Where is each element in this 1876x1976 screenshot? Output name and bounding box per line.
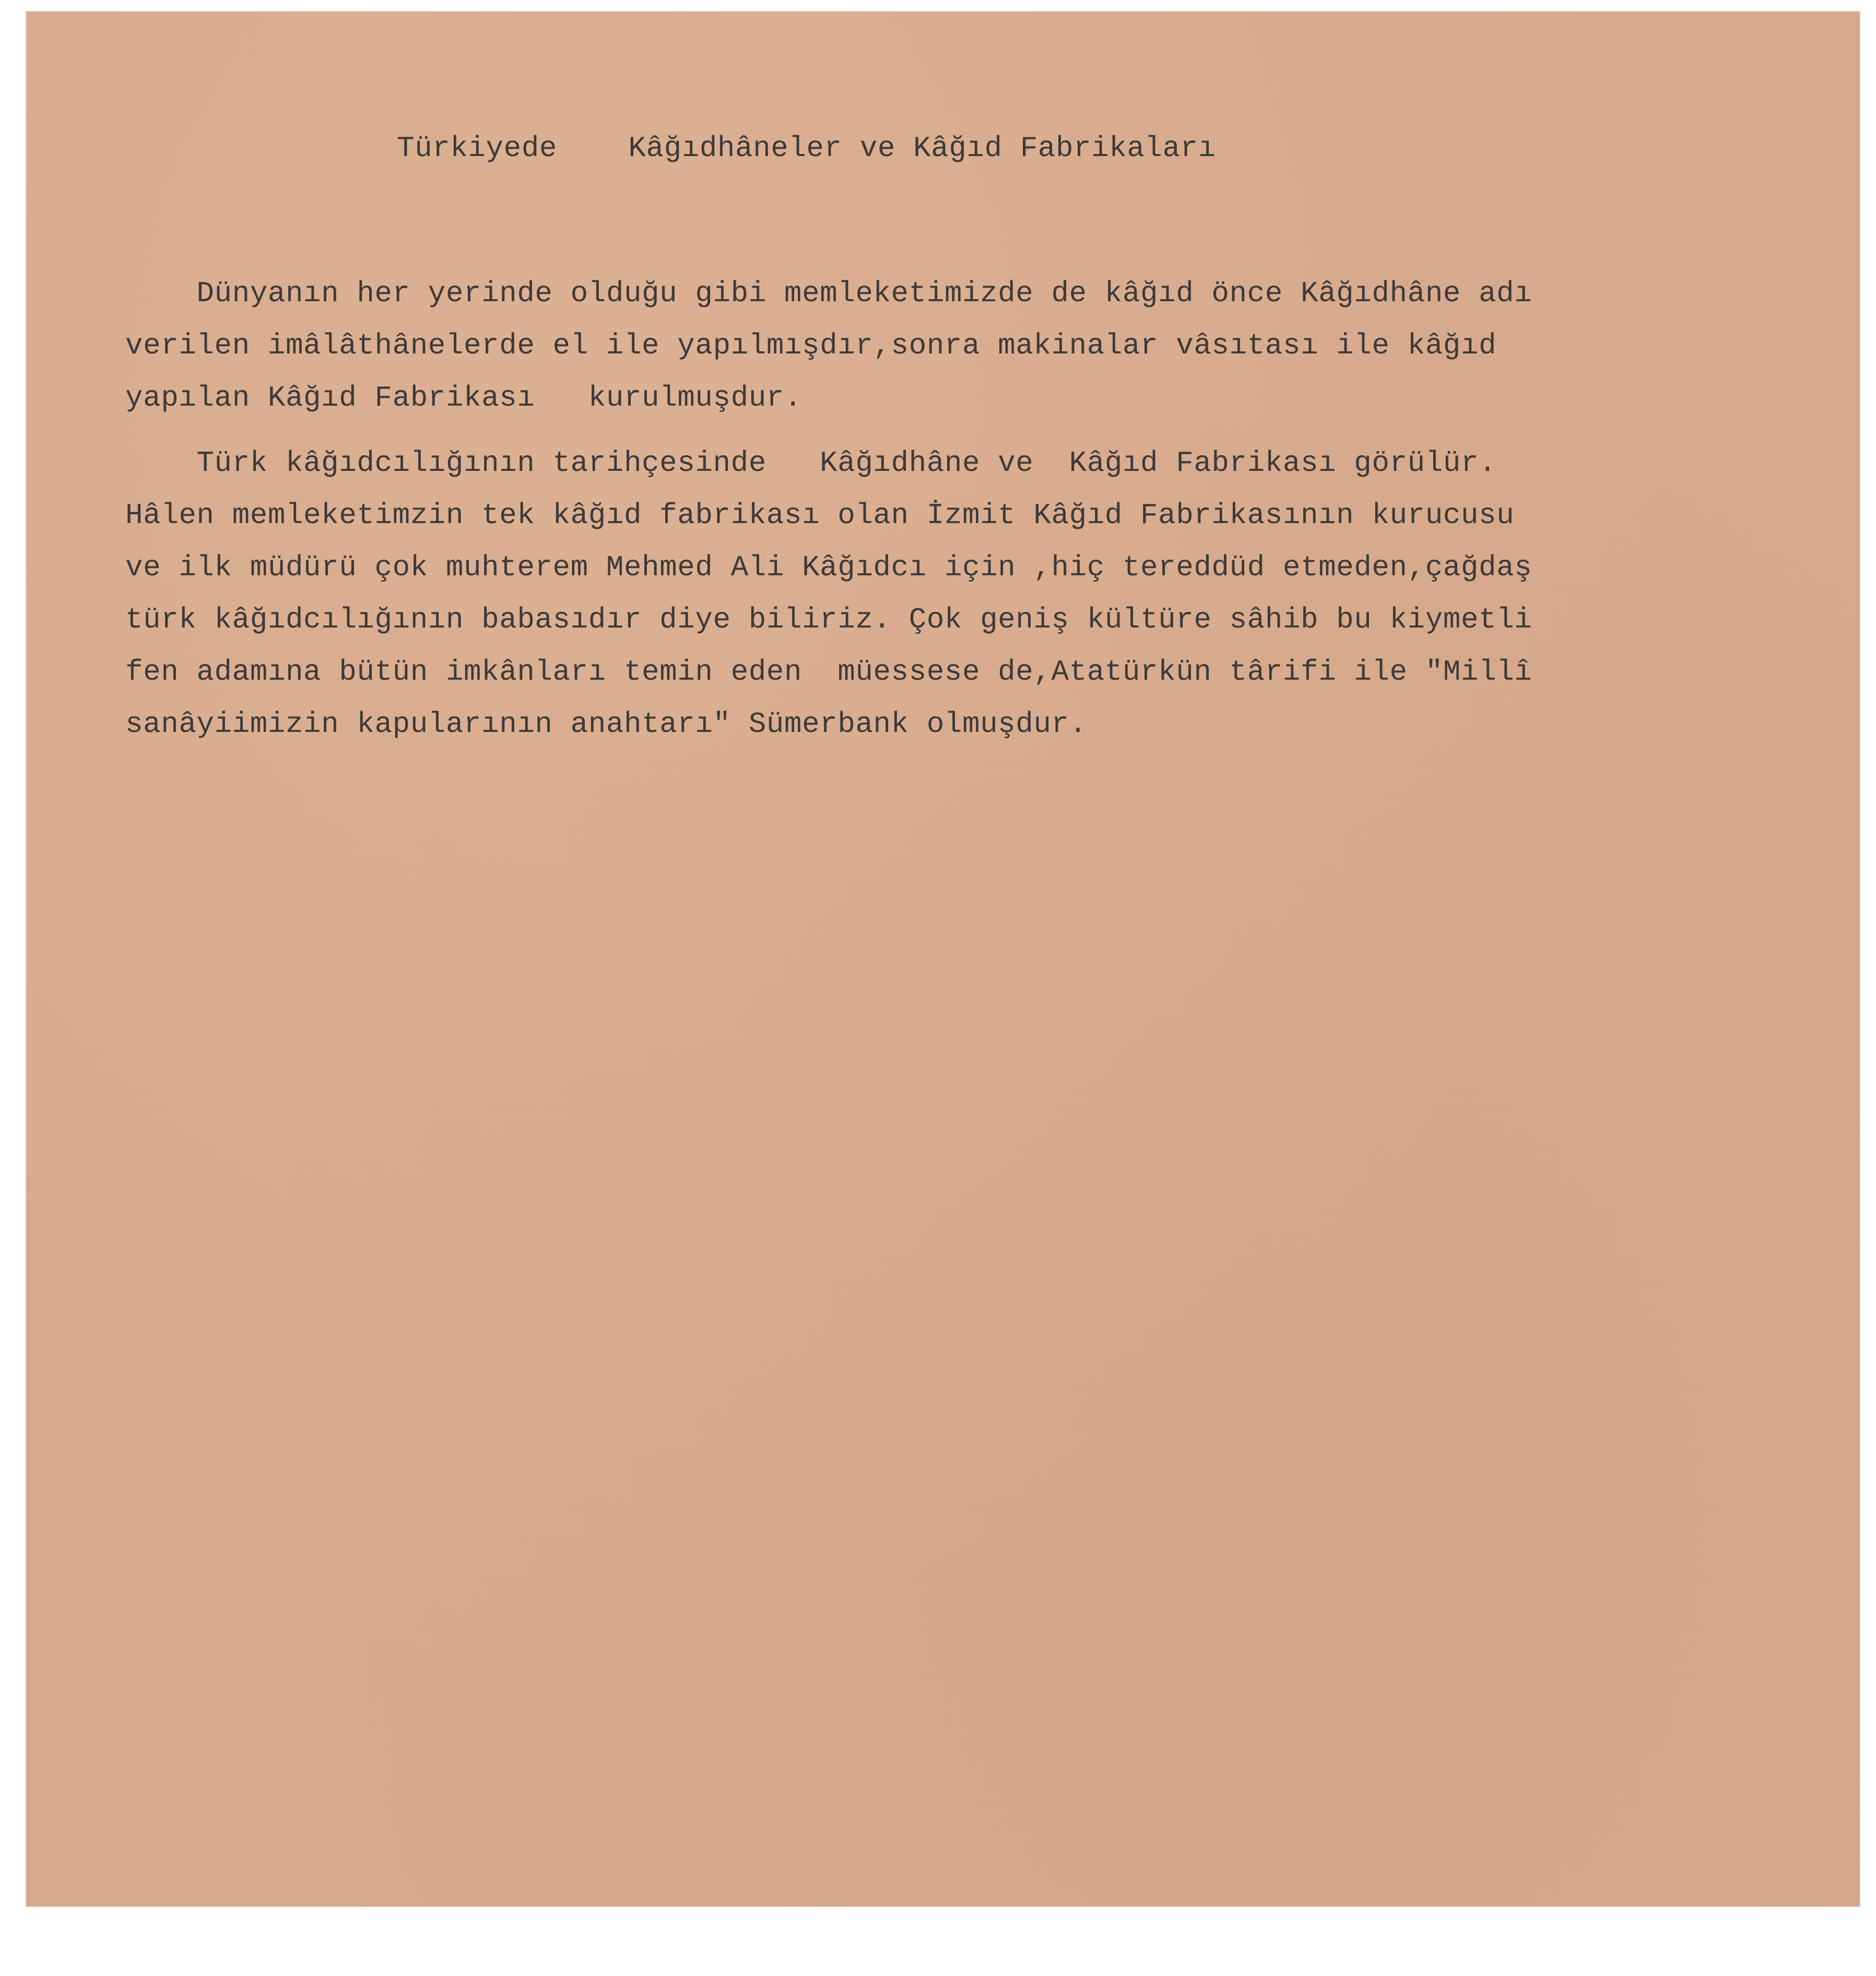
document-title: Türkiyede Kâğıdhâneler ve Kâğıd Fabrikaları (397, 132, 1216, 165)
paragraph-2 (125, 437, 1812, 750)
text-line: fen adamına bütün imkânları temin eden müessese de,Atatürkün târifi ile "Millî (125, 655, 1532, 689)
paragraph-1 (125, 267, 1812, 424)
text-line: verilen imâlâthânelerde el ile yapılmışdır,sonra makinalar vâsıtası ile kâğıd (125, 329, 1497, 362)
text-line: türk kâğıdcılığının babasıdır diye biliriz. Çok geniş kültüre sâhib bu kiymetli (125, 603, 1532, 636)
text-line: yapılan Kâğıd Fabrikası kurulmuşdur. (125, 381, 803, 415)
text-line: Dünyanın her yerinde olduğu gibi memleketimizde de kâğıd önce Kâğıdhâne adı (125, 277, 1532, 310)
text-line: Hâlen memleketimzin tek kâğıd fabrikası olan İzmit Kâğıd Fabrikasının kurucusu (125, 499, 1515, 532)
text-line: Türk kâğıdcılığının tarihçesinde Kâğıdhâne ve Kâğıd Fabrikası görülür. (125, 446, 1497, 480)
text-line: sanâyiimizin kapularının anahtarı" Sümerbank olmuşdur. (125, 707, 1087, 741)
text-line: ve ilk müdürü çok muhterem Mehmed Ali Kâğıdcı için ,hiç tereddüd etmeden,çağdaş (125, 551, 1532, 584)
paper-sheet (26, 11, 1860, 1907)
